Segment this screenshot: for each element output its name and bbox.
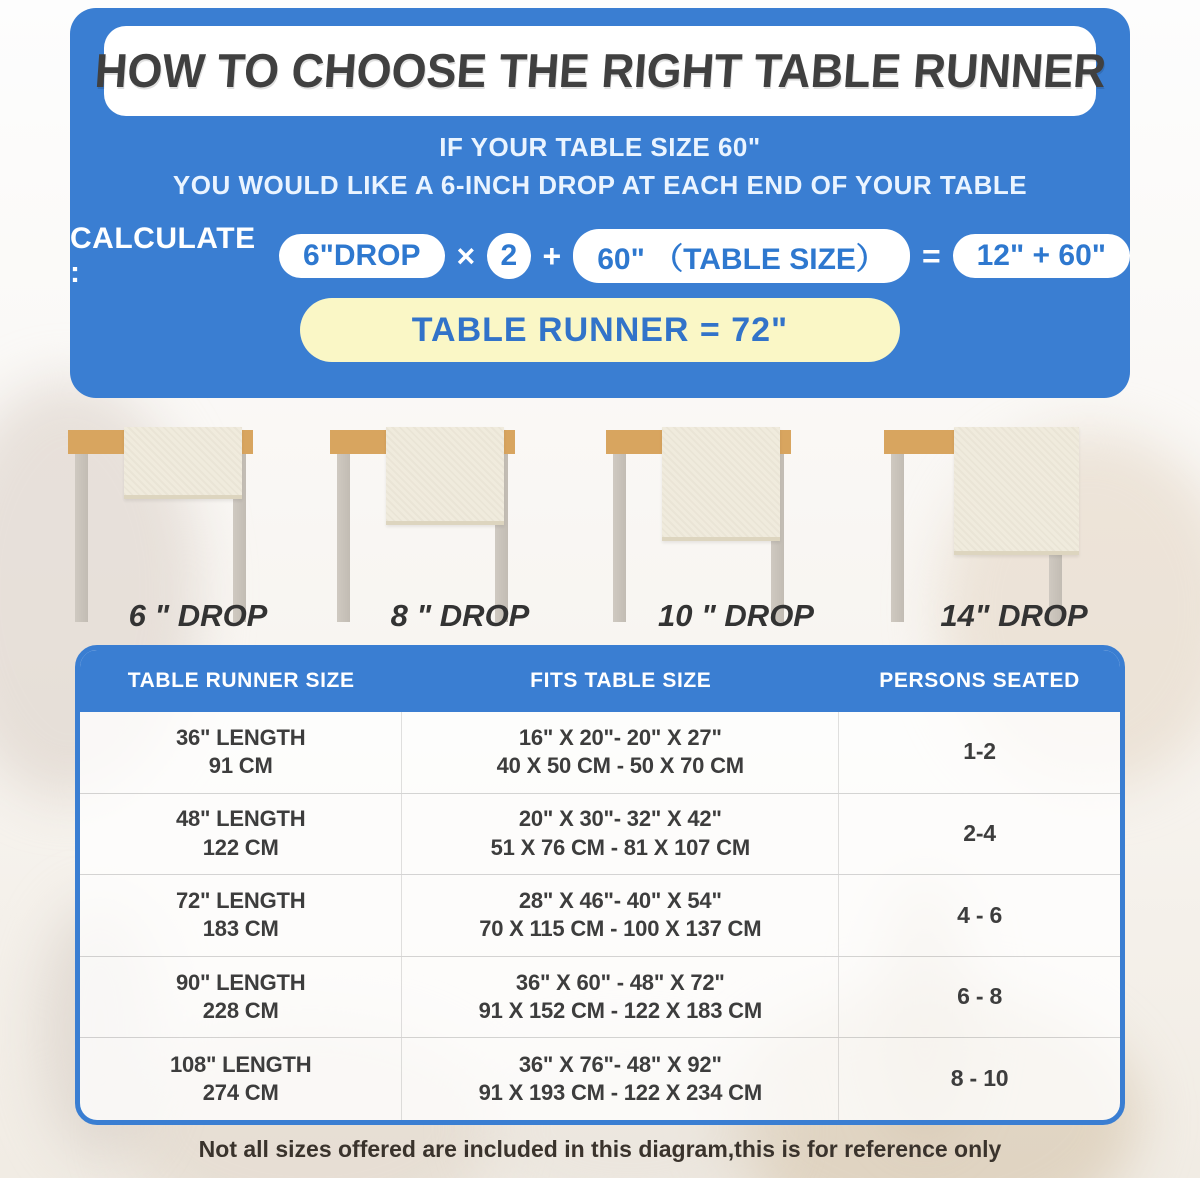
runner-swatch <box>124 427 242 499</box>
subtitle-line-2: YOU WOULD LIKE A 6-INCH DROP AT EACH END OF YOUR TABLE <box>172 170 1028 200</box>
column-header-persons: PERSONS SEATED <box>879 669 1080 692</box>
fits-size-cell <box>402 794 839 875</box>
runner-size-cell <box>80 1038 402 1120</box>
drop-figure-8 <box>330 430 590 645</box>
drop-figures <box>0 398 1200 645</box>
runner-size-inches: 108" LENGTH <box>169 1051 312 1077</box>
fits-size-cm: 70 X 115 CM - 100 X 137 CM <box>479 916 762 942</box>
runner-size-cm: 122 CM <box>202 834 279 860</box>
disclaimer-note: Not all sizes offered are included in this diagram,this is for reference only <box>198 1136 1002 1162</box>
drop-figure-6 <box>68 430 328 645</box>
table-leg <box>613 454 626 622</box>
runner-size-inches: 36" LENGTH <box>175 724 306 750</box>
runner-size-cm: 274 CM <box>202 1080 279 1106</box>
runner-swatch <box>662 427 780 541</box>
fits-size-cm: 91 X 152 CM - 122 X 183 CM <box>478 998 762 1024</box>
persons-cell: 2-4 <box>963 819 996 846</box>
fits-size-cm: 51 X 76 CM - 81 X 107 CM <box>490 834 750 860</box>
subtitle-line-1: IF YOUR TABLE SIZE 60" <box>439 132 761 162</box>
table-row <box>80 875 1120 957</box>
size-table-body <box>80 712 1120 1120</box>
persons-cell: 1-2 <box>963 738 996 765</box>
plus-sign: + <box>542 237 562 274</box>
table-size-pill: 60" （TABLE SIZE） <box>573 229 910 283</box>
size-table-header <box>80 650 1120 712</box>
runner-size-cm: 183 CM <box>202 916 279 942</box>
column-header-fits-size: FITS TABLE SIZE <box>530 669 712 692</box>
table-row <box>80 1038 1120 1120</box>
table-leg <box>891 454 904 622</box>
runner-size-cm: 91 CM <box>208 753 273 779</box>
runner-size-inches: 72" LENGTH <box>175 887 306 913</box>
fits-size-cm: 40 X 50 CM - 50 X 70 CM <box>496 753 744 779</box>
runner-swatch <box>954 427 1079 555</box>
drop-label: 8 " DROP <box>390 598 530 633</box>
runner-result-banner: TABLE RUNNER = 72" <box>300 298 900 362</box>
runner-size-inches: 48" LENGTH <box>175 806 306 832</box>
fits-size-cell <box>402 1038 839 1120</box>
size-table-panel <box>75 645 1125 1125</box>
runner-size-cell <box>80 875 402 956</box>
drop-label: 10 " DROP <box>658 598 814 633</box>
equals-sign: = <box>921 237 941 274</box>
table-row <box>80 794 1120 876</box>
table-leg <box>337 454 350 622</box>
table-row <box>80 712 1120 794</box>
table-row <box>80 957 1120 1039</box>
fits-size-cell <box>402 712 839 793</box>
drop-figure-14 <box>884 430 1144 645</box>
header-panel <box>70 8 1130 398</box>
table-leg <box>75 454 88 622</box>
fits-size-cell <box>402 957 839 1038</box>
runner-size-cm: 228 CM <box>202 998 279 1024</box>
runner-swatch <box>386 427 504 525</box>
fits-size-inches: 36" X 60" - 48" X 72" <box>515 969 725 995</box>
calculate-label: CALCULATE : <box>70 222 256 289</box>
calculation-formula <box>70 222 1130 289</box>
runner-size-cell <box>80 957 402 1038</box>
drop-label: 6 " DROP <box>128 598 268 633</box>
runner-size-inches: 90" LENGTH <box>175 969 306 995</box>
multiplier-badge: 2 <box>487 233 530 279</box>
multiply-sign: × <box>456 237 476 274</box>
fits-size-inches: 28" X 46"- 40" X 54" <box>518 887 722 913</box>
drop-label: 14" DROP <box>940 598 1088 633</box>
fits-size-cell <box>402 875 839 956</box>
drop-value-pill: 6"DROP <box>279 234 445 278</box>
page-title: HOW TO CHOOSE THE RIGHT TABLE RUNNER <box>92 43 1108 98</box>
persons-cell: 8 - 10 <box>950 1065 1009 1092</box>
column-header-runner-size: TABLE RUNNER SIZE <box>127 669 355 692</box>
fits-size-inches: 20" X 30"- 32" X 42" <box>518 806 722 832</box>
fits-size-inches: 16" X 20"- 20" X 27" <box>518 724 722 750</box>
sum-pill: 12" + 60" <box>953 234 1130 278</box>
fits-size-cm: 91 X 193 CM - 122 X 234 CM <box>478 1080 762 1106</box>
fits-size-inches: 36" X 76"- 48" X 92" <box>518 1051 722 1077</box>
runner-size-cell <box>80 794 402 875</box>
drop-figure-10 <box>606 430 866 645</box>
persons-cell: 6 - 8 <box>957 983 1003 1010</box>
runner-size-cell <box>80 712 402 793</box>
title-banner <box>92 26 1108 116</box>
persons-cell: 4 - 6 <box>957 901 1003 928</box>
